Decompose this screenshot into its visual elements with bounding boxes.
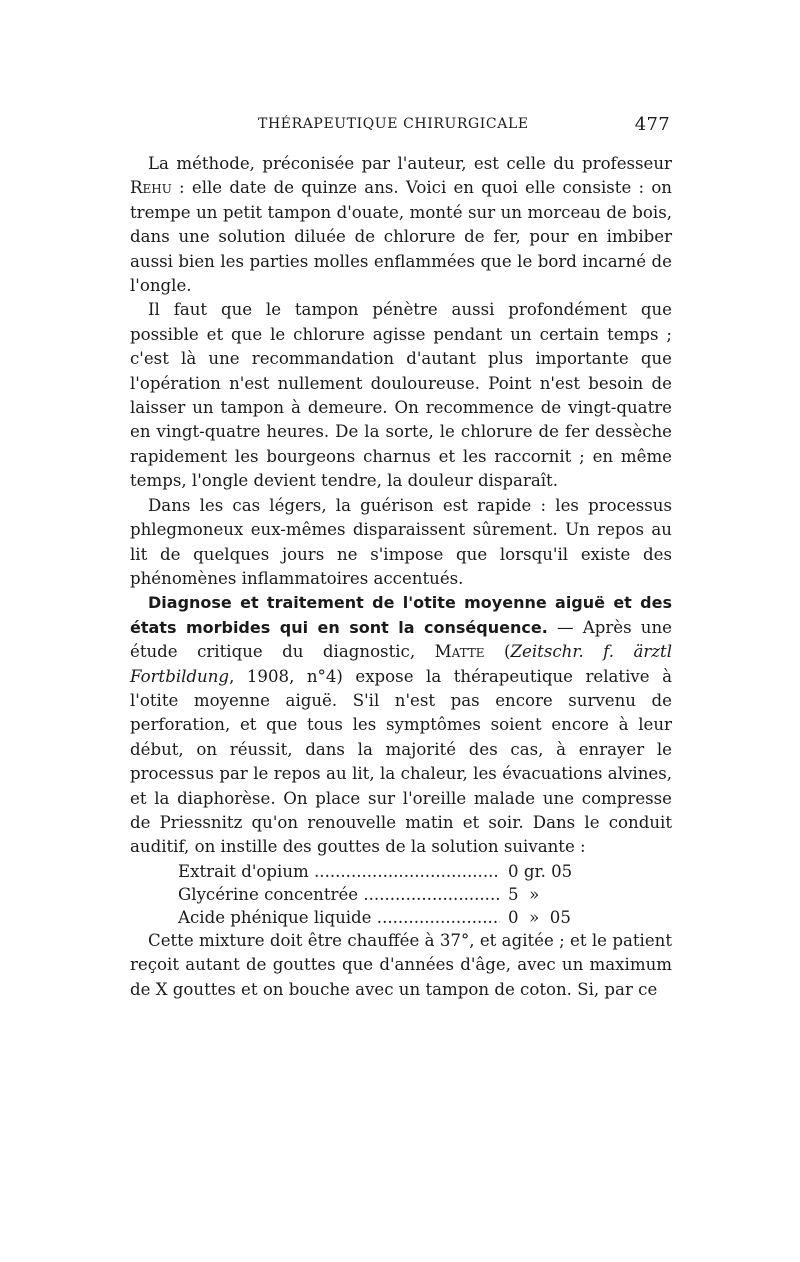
ingredient-name: Extrait d'opium .....	[178, 860, 500, 883]
paragraph-text: (	[484, 642, 511, 662]
page-body	[130, 152, 672, 1002]
paragraph-text: La méthode, préconisée par l'auteur, est celle du professeur	[148, 154, 672, 173]
prescription-item	[178, 860, 618, 883]
paragraph-otite	[130, 591, 672, 859]
journal-title: Zeitschr. f. ärztl Fortbildung	[130, 642, 672, 686]
prescription-item	[178, 906, 618, 929]
paragraph-text: , 1908, n°4) expose la thérapeutique relative à l'otite moyenne aiguë. S'il n'est pas encore survenu de perforation, et que tous les symptômes soient encore à leur début, on réussit, dans la majorité des cas, à enrayer le processus par le repos au lit, la chaleur, les évacuations alvines, et la diaphorèse. On place sur l'oreille malade une compresse de Priessnitz qu'on renouvelle matin et soir. Dans le conduit auditif, on instille des gouttes de la solution suivante :	[130, 666, 672, 857]
paragraph-cas-legers: Dans les cas légers, la guérison est rapide : les processus phlegmoneux eux-mêmes disparaissent sûrement. Un repos au lit de quelques jours ne s'impose que lorsqu'il existe des phénomènes inflammatoires accentués.	[130, 495, 672, 588]
ingredient-quantity: 0 » 05	[500, 906, 618, 929]
ingredient-name: Acide phénique liquide .....	[178, 906, 500, 929]
ingredient-name: Glycérine concentrée .....	[178, 883, 500, 906]
paragraph-mixture: Cette mixture doit être chauffée à 37°, et agitée ; et le patient reçoit autant de gouttes que d'années d'âge, avec un maximum de X gouttes et on bouche avec un tampon de coton. Si, par ce	[130, 930, 672, 999]
paragraph-text: : elle date de quinze ans. Voici en quoi elle consiste : on trempe un petit tampon d'ouate, monté sur un morceau de bois, dans une solution diluée de chlorure de fer, pour en imbiber aussi bien les parties molles enflammées que le bord incarné de l'ongle.	[130, 178, 672, 296]
author-name: Rehu	[130, 178, 172, 198]
running-title: THÉRAPEUTIQUE CHIRURGICALE	[258, 116, 529, 132]
paragraph-text: — Après une étude critique du diagnostic,	[130, 617, 672, 662]
page-number: 477	[634, 114, 670, 135]
prescription-list	[178, 860, 618, 929]
paragraph-method	[130, 152, 672, 298]
prescription-item	[178, 883, 618, 906]
paragraph-tampon: Il faut que le tampon pénètre aussi profondément que possible et que le chlorure agisse pendant un certain temps ; c'est là une recommandation d'autant plus importante que l'opération n'est nullement douloureuse. Point n'est besoin de laisser un tampon à demeure. On recommence de vingt-quatre en vingt-quatre heures. De la sorte, le chlorure de fer dessèche rapidement les bourgeons charnus et les raccornit ; en même temps, l'ongle devient tendre, la douleur disparaît.	[130, 300, 672, 491]
ingredient-quantity: 0 gr. 05	[500, 860, 618, 883]
section-heading: Diagnose et traitement de l'otite moyenne aiguë et des états morbides qui en sont la conséquence.	[130, 593, 672, 637]
ingredient-quantity: 5 »	[500, 883, 618, 906]
author-name: Matte	[434, 642, 485, 662]
